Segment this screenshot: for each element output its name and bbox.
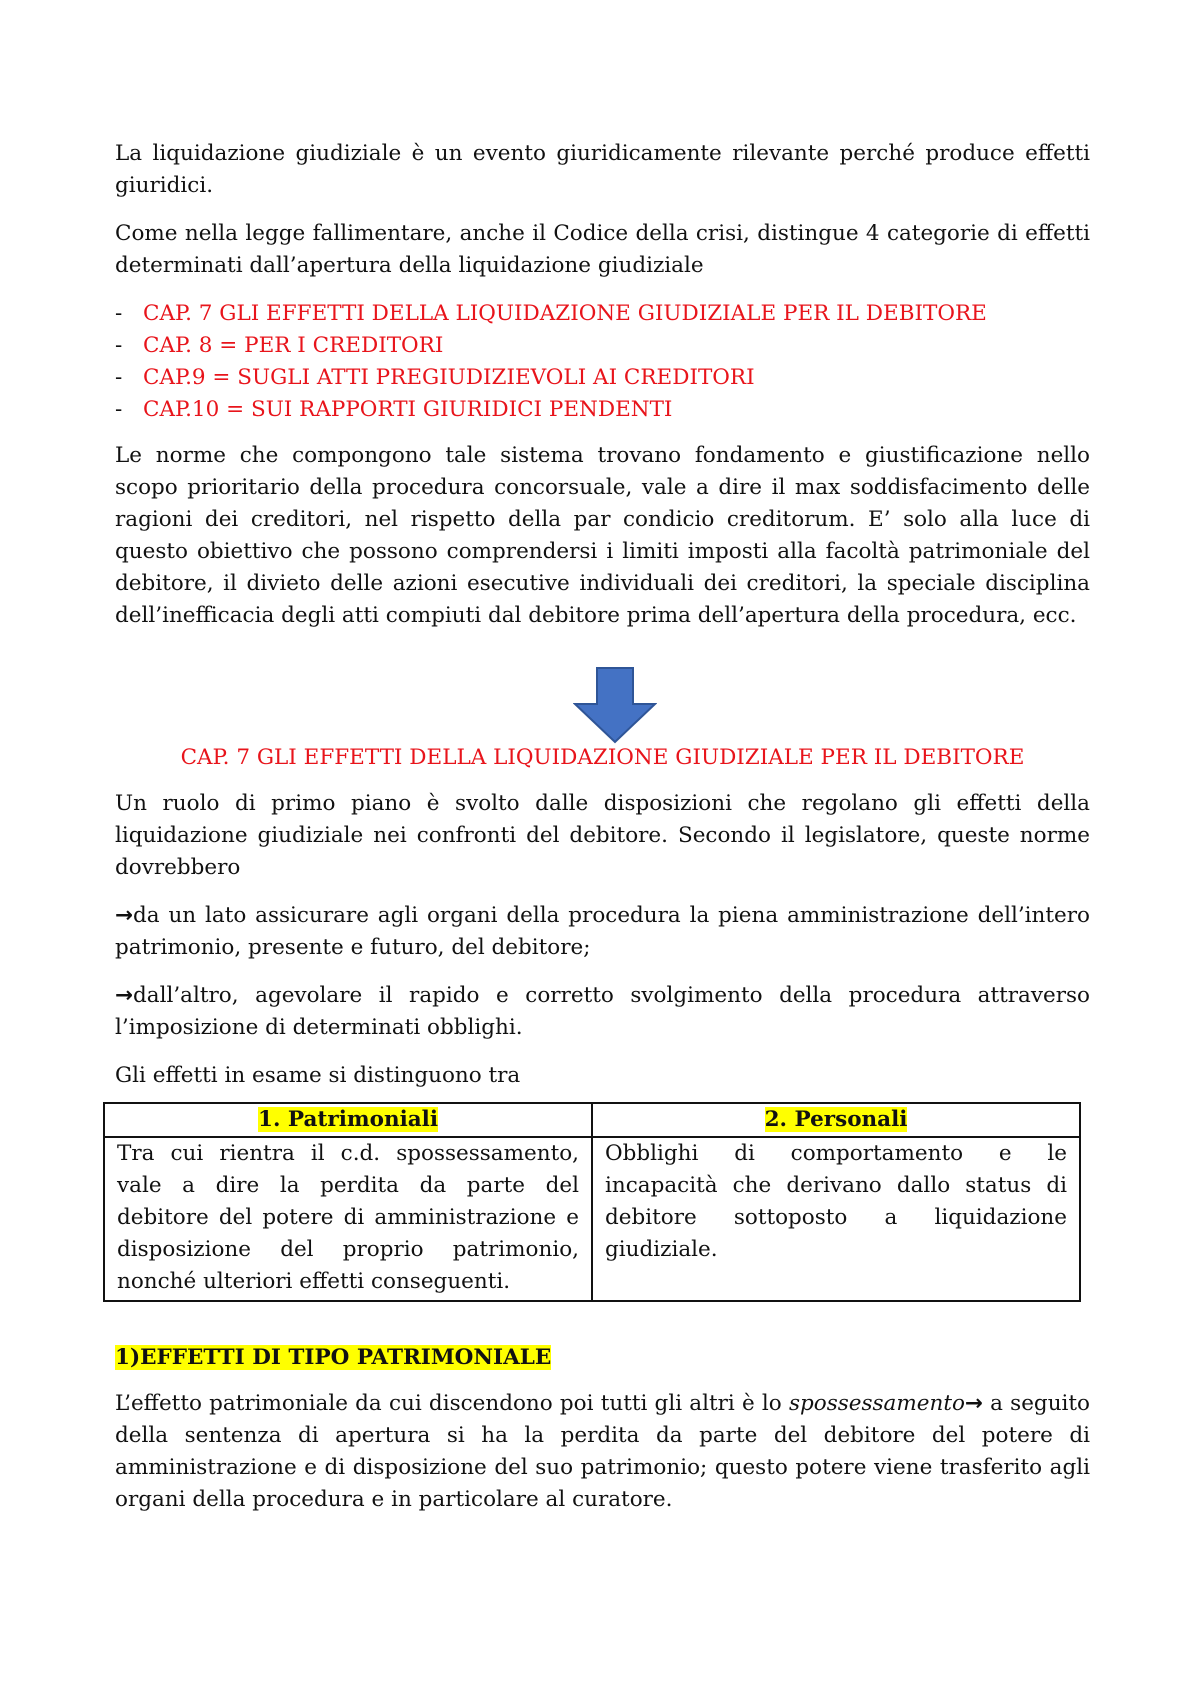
section-title-highlight: 1)EFFETTI DI TIPO PATRIMONIALE (115, 1345, 552, 1370)
document-page (115, 138, 1090, 1516)
arrow-container (115, 648, 1090, 740)
intro-paragraph-1: La liquidazione giudiziale è un evento giuridicamente rilevante perché produce effetti giuridici. (115, 141, 1090, 198)
chapter-item-7: CAP. 7 GLI EFFETTI DELLA LIQUIDAZIONE GIUDIZIALE PER IL DEBITORE (143, 301, 987, 326)
distinguono-line: Gli effetti in esame si distinguono tra (115, 1063, 521, 1088)
bullet-dash: - (115, 301, 123, 326)
list-item (115, 362, 1090, 394)
list-item (115, 298, 1090, 330)
chapter-item-8: CAP. 8 = PER I CREDITORI (143, 333, 444, 358)
header-highlight: 2. Personali (764, 1107, 908, 1132)
bullet-dash: - (115, 333, 123, 358)
table-cell-personali: Obblighi di comportamento e le incapacità che derivano dallo status di debitore sottoposto a liquidazione giudiziale. (592, 1137, 1080, 1301)
chapter-item-10: CAP.10 = SUI RAPPORTI GIURIDICI PENDENTI (143, 397, 673, 422)
point-text-1: da un lato assicurare agli organi della procedura la piena amministrazione dell’intero patrimonio, presente e futuro, del debitore; (115, 903, 1090, 960)
norme-paragraph: Le norme che compongono tale sistema trovano fondamento e giustificazione nello scopo prioritario della procedura concorsuale, vale a dire il max soddisfacimento delle ragioni dei creditori, nel rispetto della par condicio creditorum. E’ solo alla luce di questo obiettivo che possono comprendersi i limiti imposti alla facoltà patrimoniale del debitore, il divieto delle azioni esecutive individuali dei creditori, la speciale disciplina dell’inefficacia degli atti compiuti dal debitore prima dell’apertura della procedura, ecc. (115, 443, 1090, 628)
last-paragraph-after: a seguito della sentenza di apertura si ha la perdita da parte del debitore del potere di amministrazione e di disposizione del suo patrimonio; questo potere viene trasferito agli organi della procedura e in particolare al curatore. (115, 1391, 1090, 1512)
list-item (115, 394, 1090, 426)
arrow-right-icon: → (964, 1391, 983, 1416)
point-paragraph-1 (115, 900, 1090, 964)
effetti-table (103, 1102, 1081, 1302)
last-paragraph-before: L’effetto patrimoniale da cui discendono poi tutti gli altri è lo (115, 1391, 789, 1416)
table-row (104, 1137, 1080, 1301)
arrow-right-icon: → (115, 903, 134, 928)
table-header-patrimoniali (104, 1103, 592, 1137)
down-arrow-icon (573, 666, 657, 744)
intro-paragraph-2: Come nella legge fallimentare, anche il Codice della crisi, distingue 4 categorie di effetti determinati dall’apertura della liquidazione giudiziale (115, 221, 1090, 278)
table-cell-patrimoniali: Tra cui rientra il c.d. spossessamento, vale a dire la perdita da parte del debitore del potere di amministrazione e disposizione del proprio patrimonio, nonché ulteriori effetti conseguenti. (104, 1137, 592, 1301)
chapter-item-9: CAP.9 = SUGLI ATTI PREGIUDIZIEVOLI AI CREDITORI (143, 365, 755, 390)
cap7-title: CAP. 7 GLI EFFETTI DELLA LIQUIDAZIONE GIUDIZIALE PER IL DEBITORE (180, 745, 1025, 770)
section-title (115, 1342, 1090, 1374)
header-highlight: 1. Patrimoniali (257, 1107, 439, 1132)
bullet-dash: - (115, 397, 123, 422)
spossessamento-term: spossessamento (788, 1391, 965, 1416)
bullet-dash: - (115, 365, 123, 390)
table-header-row (104, 1103, 1080, 1137)
point-text-2: dall’altro, agevolare il rapido e corretto svolgimento della procedura attraverso l’imposizione di determinati obblighi. (115, 983, 1090, 1040)
chapter-list (115, 298, 1090, 426)
list-item (115, 330, 1090, 362)
ruolo-paragraph: Un ruolo di primo piano è svolto dalle disposizioni che regolano gli effetti della liquidazione giudiziale nei confronti del debitore. Secondo il legislatore, queste norme dovrebbero (115, 791, 1090, 880)
last-paragraph (115, 1388, 1090, 1516)
point-paragraph-2 (115, 980, 1090, 1044)
arrow-right-icon: → (115, 983, 134, 1008)
table-header-personali (592, 1103, 1080, 1137)
